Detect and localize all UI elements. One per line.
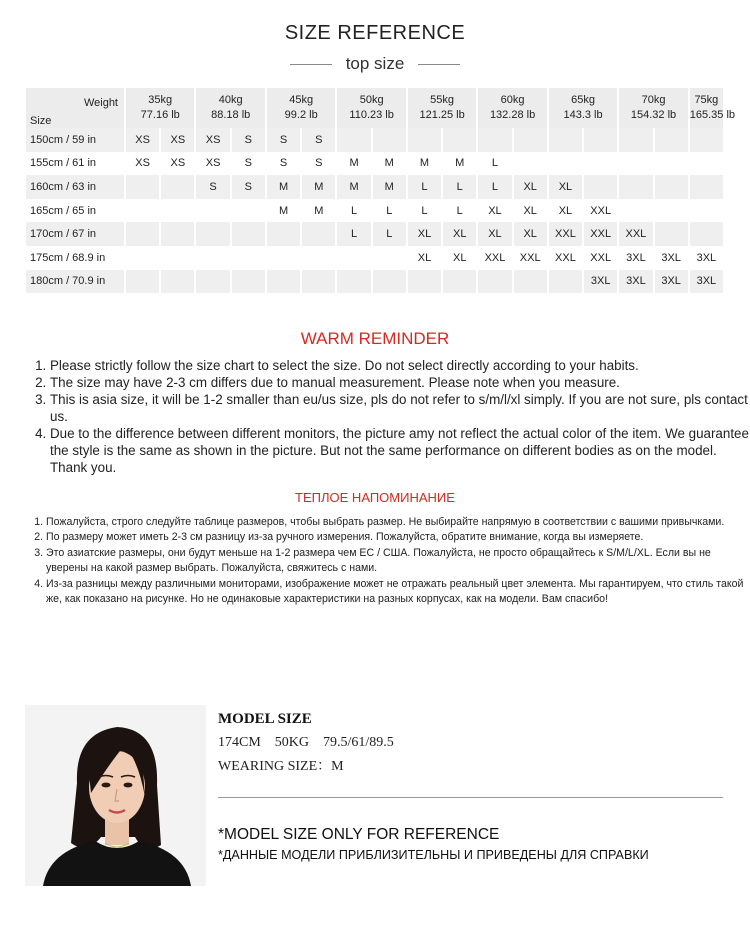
size-cell: XL [513, 199, 548, 223]
weight-header [266, 88, 336, 128]
size-cell: M [336, 152, 371, 176]
size-cell: S [231, 152, 266, 176]
size-table-header [26, 88, 724, 128]
weight-kg: 55kg [430, 94, 455, 106]
size-cell: 3XL [654, 270, 689, 294]
height-label: 155cm / 61 in [26, 152, 125, 176]
model-wearing-size: WEARING SIZE：M [218, 759, 344, 774]
weight-lb: 88.18 lb [211, 109, 251, 121]
size-cell [195, 199, 230, 223]
warm-reminder-list [20, 357, 750, 476]
model-note-en: *MODEL SIZE ONLY FOR REFERENCE [218, 826, 500, 843]
reminder-item: 2. The size may have 2-3 cm differs due to manual measurement. Please note when you measure. [50, 374, 750, 391]
size-cell: L [442, 175, 477, 199]
size-cell [442, 128, 477, 152]
size-cell [266, 270, 301, 294]
weight-lb: 121.25 lb [419, 109, 465, 121]
size-cell: L [407, 199, 442, 223]
size-cell [407, 128, 442, 152]
weight-header [477, 88, 547, 128]
size-cell: XXL [583, 246, 618, 270]
weight-kg: 50kg [359, 94, 384, 106]
weight-label: Weight [83, 97, 118, 109]
size-cell: XL [548, 175, 583, 199]
table-row [26, 222, 724, 246]
size-cell [160, 175, 195, 199]
size-cell: L [477, 175, 512, 199]
size-cell [442, 270, 477, 294]
size-cell [477, 128, 512, 152]
size-cell: XS [125, 128, 160, 152]
size-cell [513, 128, 548, 152]
size-cell: XL [477, 222, 512, 246]
size-cell [513, 270, 548, 294]
size-cell: XS [160, 152, 195, 176]
size-cell [266, 246, 301, 270]
table-row [26, 199, 724, 223]
size-cell [160, 222, 195, 246]
size-label: Size [30, 115, 52, 127]
size-cell: M [301, 175, 336, 199]
weight-header [548, 88, 618, 128]
size-cell [618, 175, 653, 199]
model-portrait-illustration [25, 705, 206, 886]
size-cell [583, 175, 618, 199]
size-cell: M [336, 175, 371, 199]
size-cell: XXL [583, 222, 618, 246]
weight-kg: 45kg [289, 94, 314, 106]
weight-header [407, 88, 477, 128]
weight-header [195, 88, 265, 128]
reminder-item: 4. Due to the difference between different monitors, the picture amy not reflect the actual color of the item. We guarantee the style is the same as shown in the picture. But not the same performance on different bodies as on the model. Thank you. [50, 425, 750, 476]
header-corner [26, 88, 125, 128]
size-cell: 3XL [618, 246, 653, 270]
weight-kg: 60kg [500, 94, 525, 106]
size-cell [125, 270, 160, 294]
size-cell: XXL [548, 246, 583, 270]
size-cell [618, 199, 653, 223]
table-row [26, 128, 724, 152]
size-cell: 3XL [654, 246, 689, 270]
size-cell: L [336, 222, 371, 246]
size-cell [301, 222, 336, 246]
height-label: 150cm / 59 in [26, 128, 125, 152]
size-cell: L [336, 199, 371, 223]
size-cell [618, 128, 653, 152]
size-cell [195, 222, 230, 246]
size-cell: XS [195, 152, 230, 176]
size-cell [654, 128, 689, 152]
size-cell: XXL [513, 246, 548, 270]
weight-lb: 132.28 lb [489, 109, 536, 121]
weight-kg: 65kg [571, 94, 595, 106]
table-row [26, 270, 724, 294]
size-cell: 3XL [583, 270, 618, 294]
model-photo [25, 705, 206, 886]
size-cell [160, 246, 195, 270]
weight-kg: 40kg [218, 94, 243, 106]
size-cell [231, 222, 266, 246]
weight-header [125, 88, 195, 128]
page-subtitle: top size [345, 54, 405, 73]
size-cell [195, 270, 230, 294]
reminder-ru-item: 2. По размеру может иметь 2-3 см разницу из-за ручного измерения. Пожалуйста, обратите внимание, когда вы измеряете. [46, 530, 748, 545]
size-cell: S [231, 175, 266, 199]
size-cell [372, 246, 407, 270]
height-label: 180cm / 70.9 in [26, 270, 125, 294]
subtitle-row [0, 53, 750, 75]
weight-kg: 70kg [641, 94, 666, 106]
size-cell [160, 270, 195, 294]
warm-reminder-ru-title: ТЕПЛОЕ НАПОМИНАНИЕ [295, 490, 455, 505]
size-cell: XL [407, 222, 442, 246]
weight-header [689, 88, 736, 128]
size-cell [548, 128, 583, 152]
reminder-item: 3. This is asia size, it will be 1-2 smaller than eu/us size, pls do not refer to s/m/l/xl simply. If you are not sure, pls contact us. [50, 391, 750, 425]
size-cell: L [477, 152, 512, 176]
size-cell: M [301, 199, 336, 223]
size-cell: XL [548, 199, 583, 223]
size-cell [407, 270, 442, 294]
size-cell [336, 246, 371, 270]
size-cell: 3XL [689, 246, 724, 270]
size-cell [301, 270, 336, 294]
size-cell [336, 128, 371, 152]
size-cell [654, 199, 689, 223]
size-cell: L [372, 199, 407, 223]
size-cell: XXL [583, 199, 618, 223]
table-row [26, 175, 724, 199]
reminder-ru-item: 1. Пожалуйста, строго следуйте таблице размеров, чтобы выбрать размер. Не выбирайте напрямую в соответствии с вашими привычками. [46, 515, 748, 530]
size-cell [266, 222, 301, 246]
size-cell [372, 128, 407, 152]
weight-lb: 165.35 lb [689, 109, 736, 121]
subtitle-line-left [290, 64, 332, 65]
size-cell: S [301, 152, 336, 176]
weight-kg: 75kg [694, 94, 719, 106]
size-cell: XL [442, 222, 477, 246]
size-cell: XL [513, 222, 548, 246]
model-note-ru: *ДАННЫЕ МОДЕЛИ ПРИБЛИЗИТЕЛЬНЫ И ПРИВЕДЕНЫ ДЛЯ СПРАВКИ [218, 848, 649, 862]
size-cell [372, 270, 407, 294]
size-cell [231, 270, 266, 294]
size-cell: M [266, 199, 301, 223]
size-cell [654, 175, 689, 199]
model-measurements: 79.5/61/89.5 [323, 735, 394, 750]
size-cell: M [407, 152, 442, 176]
size-cell [301, 246, 336, 270]
weight-lb: 154.32 lb [630, 109, 677, 121]
warm-reminder-title: WARM REMINDER [300, 329, 450, 348]
model-weight: 50KG [274, 735, 310, 750]
size-cell: M [266, 175, 301, 199]
height-label: 170cm / 67 in [26, 222, 125, 246]
size-cell [336, 270, 371, 294]
table-row [26, 152, 724, 176]
size-cell: XXL [477, 246, 512, 270]
size-cell: L [407, 175, 442, 199]
size-cell: 3XL [689, 270, 724, 294]
size-table [26, 88, 736, 293]
size-cell: S [195, 175, 230, 199]
size-cell [160, 199, 195, 223]
size-cell [583, 152, 618, 176]
size-cell [125, 246, 160, 270]
size-cell [654, 152, 689, 176]
size-cell [477, 270, 512, 294]
weight-header [618, 88, 688, 128]
reminder-ru-item: 4. Из-за разницы между различными мониторами, изображение может не отражать реальный цвет элемента. Мы гарантируем, что стиль такой же, как показано на рисунке. Но не одинаковые характеристики на разных корпусах, как на модели. Вам спасибо! [46, 577, 748, 608]
size-cell: L [372, 222, 407, 246]
size-cell [689, 175, 724, 199]
weight-lb: 143.3 lb [563, 109, 603, 121]
size-cell: XL [407, 246, 442, 270]
model-stats [218, 735, 408, 751]
size-cell [548, 152, 583, 176]
weight-lb: 99.2 lb [284, 109, 318, 121]
weight-lb: 77.16 lb [140, 109, 180, 121]
height-label: 165cm / 65 in [26, 199, 125, 223]
size-cell: XS [195, 128, 230, 152]
size-cell [231, 246, 266, 270]
size-cell [583, 128, 618, 152]
size-cell: XXL [618, 222, 653, 246]
table-row [26, 246, 724, 270]
model-height: 174CM [218, 735, 261, 750]
size-cell: L [442, 199, 477, 223]
size-cell [125, 175, 160, 199]
size-cell [548, 270, 583, 294]
reminder-item: 1. Please strictly follow the size chart to select the size. Do not select directly according to your habits. [50, 357, 750, 374]
size-cell [195, 246, 230, 270]
page-title: SIZE REFERENCE [284, 22, 466, 44]
size-cell [231, 199, 266, 223]
height-label: 175cm / 68.9 in [26, 246, 125, 270]
size-cell: M [372, 175, 407, 199]
size-cell: XS [160, 128, 195, 152]
model-size-title: MODEL SIZE [218, 711, 312, 727]
warm-reminder-ru-list [20, 515, 748, 607]
subtitle-line-right [418, 64, 460, 65]
model-divider [218, 797, 723, 798]
size-cell [689, 199, 724, 223]
size-cell: XL [442, 246, 477, 270]
size-cell [654, 222, 689, 246]
size-cell: XS [125, 152, 160, 176]
weight-lb: 110.23 lb [349, 109, 394, 121]
size-cell: XL [477, 199, 512, 223]
size-cell: S [266, 128, 301, 152]
size-cell: S [301, 128, 336, 152]
size-cell [689, 128, 724, 152]
size-cell [125, 222, 160, 246]
size-cell [689, 152, 724, 176]
size-cell: S [266, 152, 301, 176]
size-cell: XL [513, 175, 548, 199]
reminder-ru-item: 3. Это азиатские размеры, они будут меньше на 1-2 размера чем ЕС / США. Пожалуйста, не просто обращайтесь к S/M/L/XL. Если вы не уверены на какой размер выбрать. Пожалуйста, свяжитесь с нами. [46, 546, 748, 577]
size-cell [513, 152, 548, 176]
size-cell: S [231, 128, 266, 152]
height-label: 160cm / 63 in [26, 175, 125, 199]
size-cell: 3XL [618, 270, 653, 294]
weight-kg: 35kg [148, 94, 173, 106]
size-cell: M [442, 152, 477, 176]
weight-header [336, 88, 406, 128]
size-cell [125, 199, 160, 223]
size-cell [689, 222, 724, 246]
size-cell: M [372, 152, 407, 176]
size-cell [618, 152, 653, 176]
size-cell: XXL [548, 222, 583, 246]
